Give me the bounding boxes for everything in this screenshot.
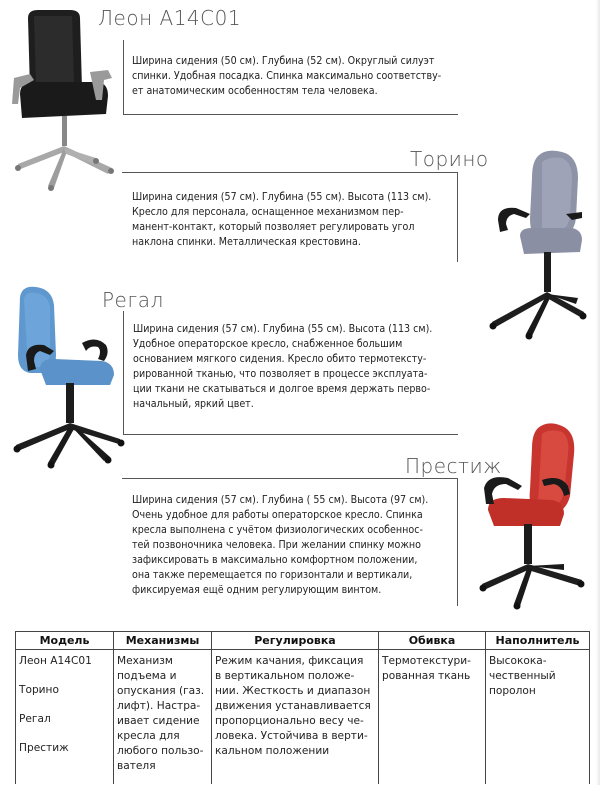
- chair-image-prestige: [478, 420, 586, 610]
- product-title-torino: Торино: [410, 147, 489, 171]
- model-name: Торино: [19, 684, 59, 696]
- header-adjustment: Регулировка: [212, 632, 379, 650]
- cell-mechanisms: Механизм подъема и опускания (газ. лифт). Настра- ивает сидение кресла для любого пользо- вателя: [114, 650, 212, 785]
- model-name: Леон А14С01: [19, 655, 92, 667]
- frame-vertical-prestige: [457, 478, 458, 606]
- frame-vertical-leon: [123, 40, 124, 115]
- product-title-leon: Леон А14С01: [98, 6, 242, 30]
- frame-horizontal-leon: [123, 114, 458, 115]
- product-description-torino: Ширина сидения (57 см). Глубина (55 см). Высота (113 см). Кресло для персонала, оснащенное механизмом пер- манент-контакт, который позволяет регулировать угол наклона спинки. Металлическая крестовина.: [132, 191, 432, 248]
- header-mechanisms: Механизмы: [114, 632, 212, 650]
- chair-image-torino: [486, 148, 586, 338]
- page-edge-shadow: [596, 0, 600, 785]
- product-description-prestige: Ширина сидения (57 см). Глубина ( 55 см). Высота (97 см). Очень удобное для работы операторское кресло. Спинка кресла выполнена с учётом физиологических особеннос- тей позвоночника человека. При желании спинку можно зафиксировать в максимально комфортном положении, она также перемещается по горизонтали и вертикали, фиксируемая ещё одним регулирующим винтом.: [132, 494, 429, 596]
- table-header-row: [16, 632, 590, 650]
- frame-vertical-torino: [457, 172, 458, 262]
- product-description-regal: Ширина сидения (57 см). Глубина (55 см). Высота (113 см). Удобное операторское кресло, снабженное большим основанием мягкого сидения. Кресло обито термотексту- рированной тканью, что позволяет в процессе эксплуата- ции ткани не скатываться и долгое время держать перво- начальный, яркий цвет.: [133, 323, 433, 410]
- model-name: Престиж: [19, 742, 69, 754]
- cell-models: [16, 650, 114, 785]
- product-title-prestige: Престиж: [405, 454, 502, 478]
- frame-horizontal-prestige: [122, 478, 458, 479]
- cell-filler: Высокока- чественный поролон: [486, 650, 590, 785]
- cell-upholstery: Термотекстури- рованная ткань: [379, 650, 486, 785]
- header-filler: Наполнитель: [486, 632, 590, 650]
- frame-vertical-regal: [123, 311, 124, 435]
- chair-image-regal: [10, 285, 128, 470]
- header-upholstery: Обивка: [379, 632, 486, 650]
- model-name: Регал: [19, 713, 51, 725]
- product-title-regal: Регал: [102, 288, 164, 312]
- frame-horizontal-torino: [122, 172, 457, 173]
- frame-horizontal-regal: [123, 434, 458, 435]
- chair-image-leon: [8, 8, 118, 198]
- table-row: [16, 650, 590, 785]
- spec-table: [15, 631, 590, 784]
- product-description-leon: Ширина сидения (50 см). Глубина (52 см). Округлый силуэт спинки. Удобная посадка. Спинка максимально соответству- ет анатомическим особенностям тела человека.: [132, 55, 442, 97]
- header-model: Модель: [16, 632, 114, 650]
- cell-adjustment: Режим качания, фиксация в вертикальном положе- нии. Жесткость и диапазон движения устанавливается пропорционально весу че- ловека. Устойчива в верти- кальном положении: [212, 650, 379, 785]
